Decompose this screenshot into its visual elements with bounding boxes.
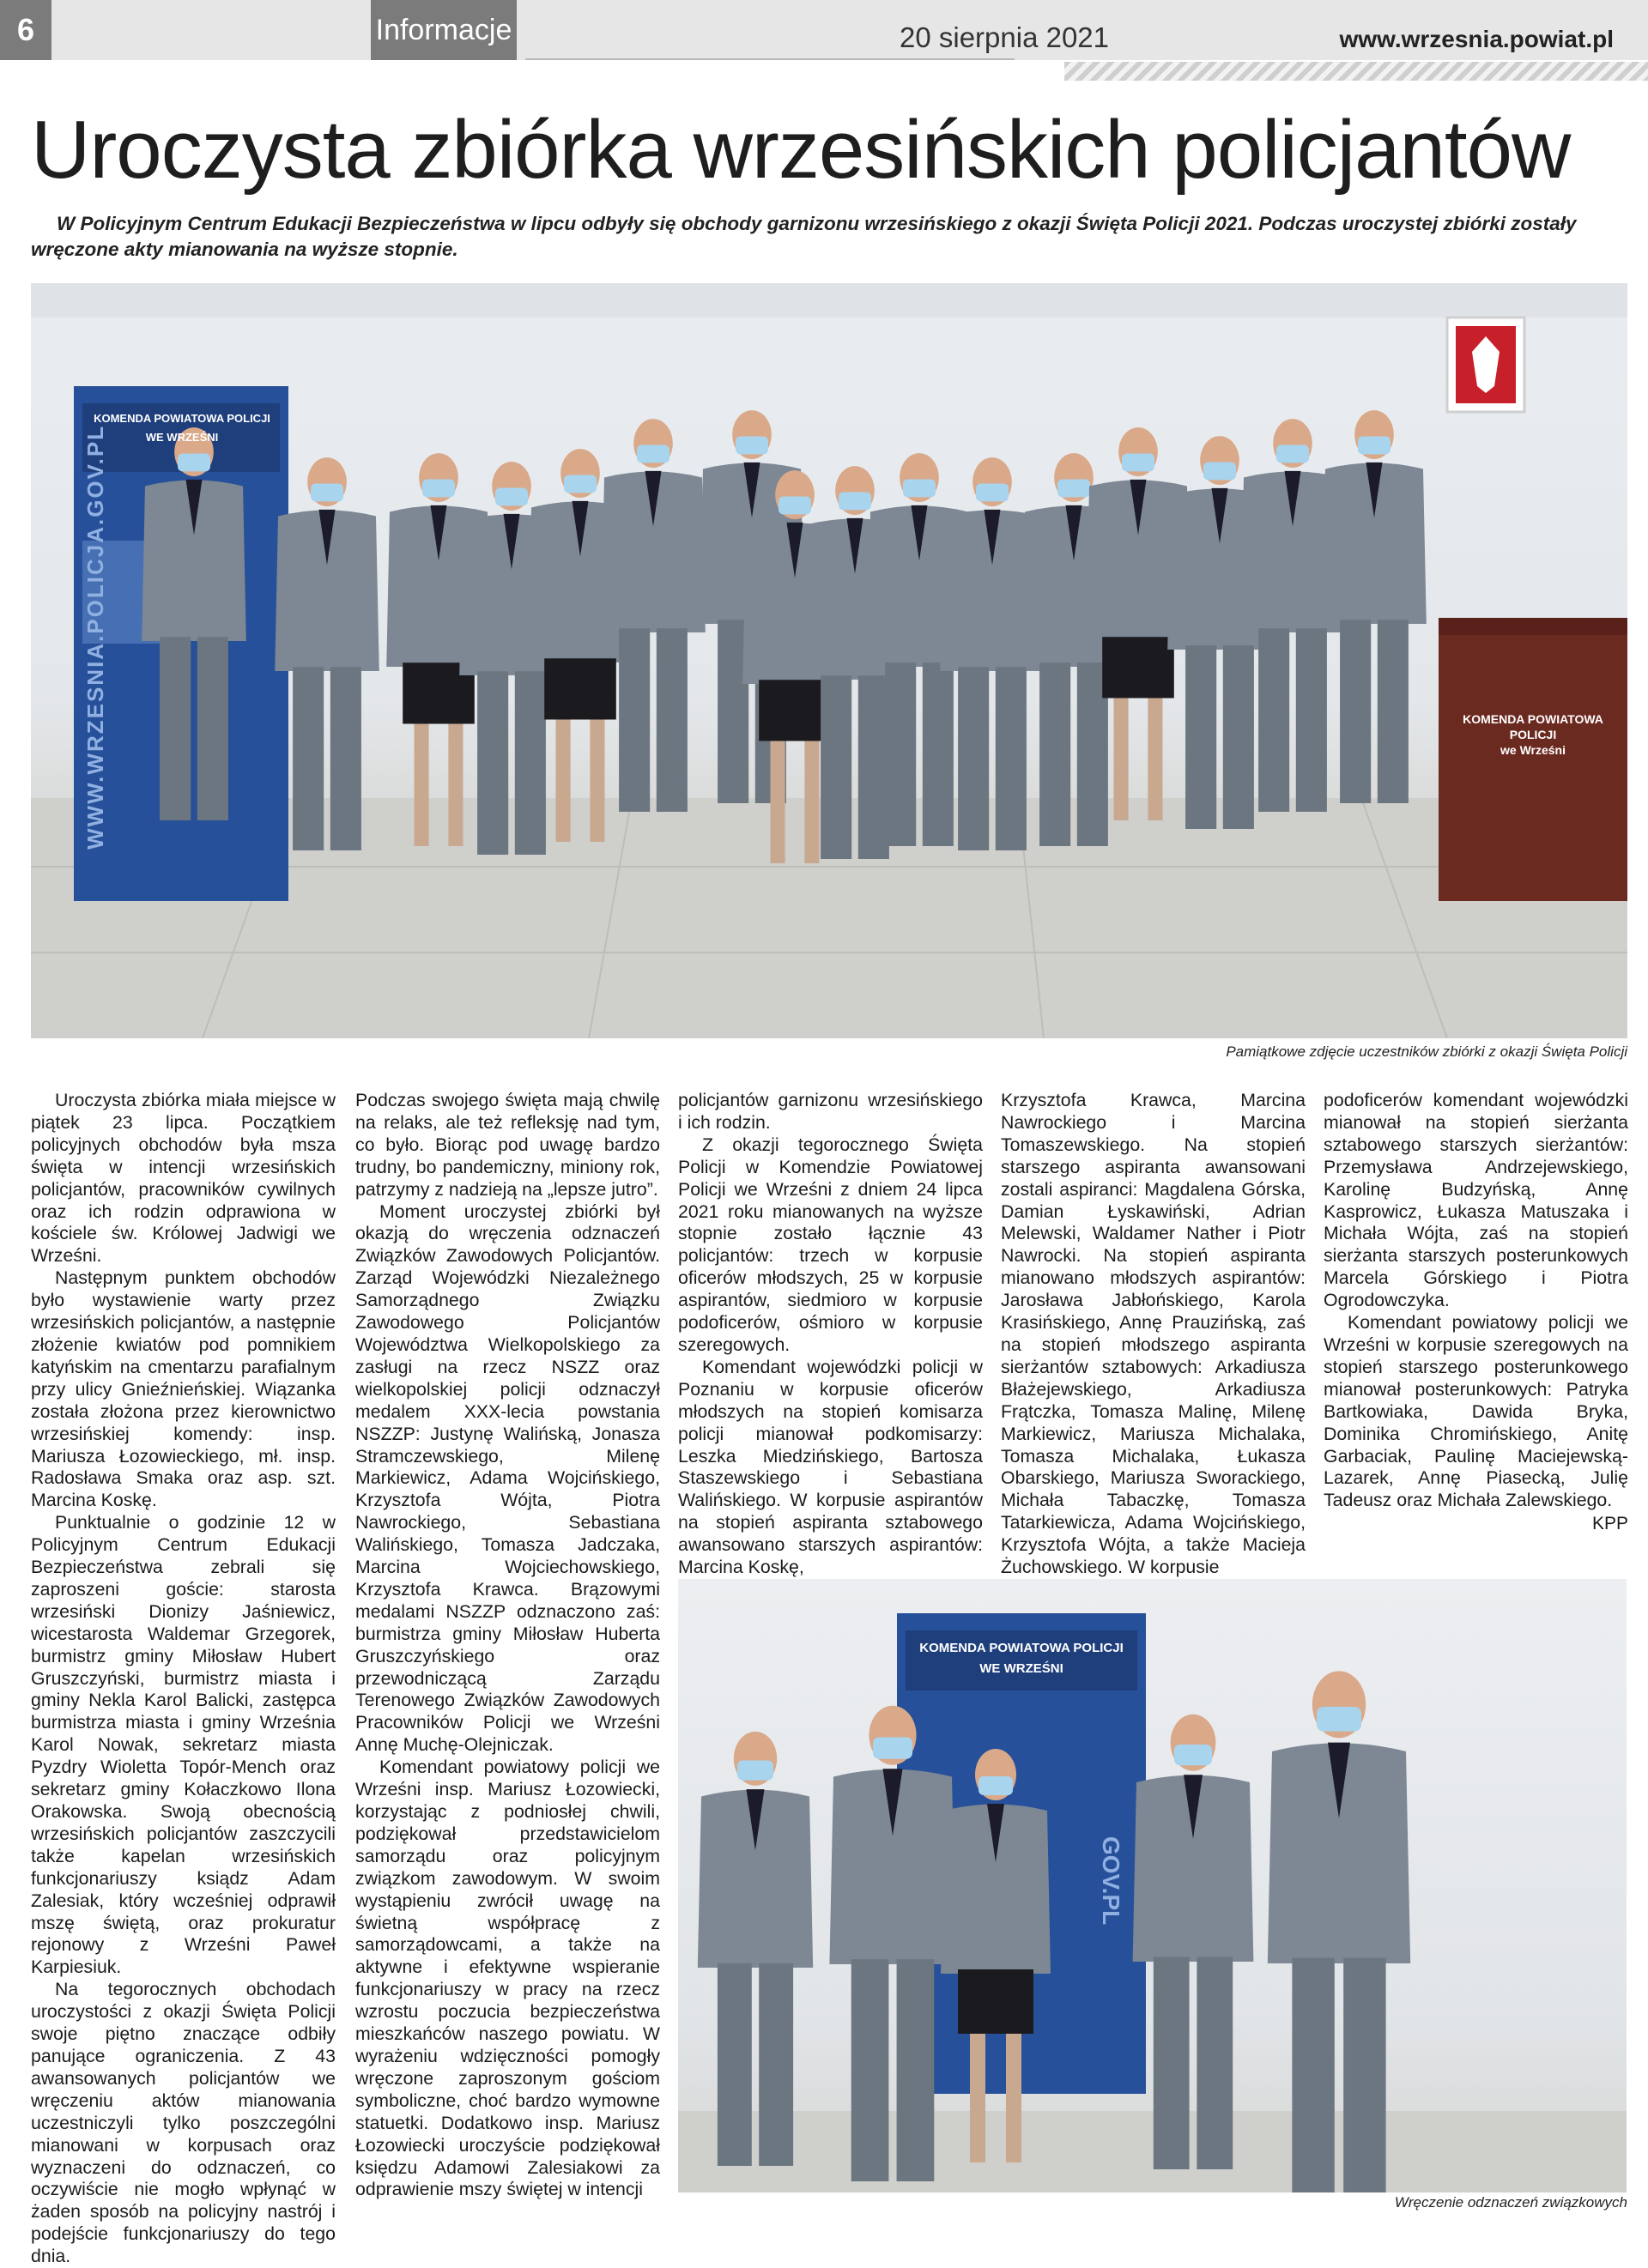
paragraph: Komendant wojewódzki policji w Poznaniu w korpusie oficerów młodszych na stopień komisarza policji mianował podkomisarzy: Leszka Miedzińskiego, Bartosza Staszewskiego i Sebastiana Walińskiego. W korpusie aspirantów na stopień aspiranta sztabowego awansowano starszych aspirantów: Marcina Koskę, <box>678 1356 983 1578</box>
banner-url: WWW.WRZESNIA.POLICJA.GOV.PL <box>82 424 108 850</box>
paragraph: Komendant powiatowy policji we Wrześni w korpusie szeregowych na stopień starszego posterunkowego mianował posterunkowych: Patryka Bartkowiaka, Dawida Bryka, Dominika Chromińskiego, Anitę Garbaciak, Paulinę Maciejewską-Lazarek, Annę Piasecką, Julię Tadeusz oraz Michała Zalewskiego. <box>1324 1312 1628 1511</box>
person-figure <box>1322 410 1427 803</box>
paragraph: Punktualnie o godzinie 12 w Policyjnym Centrum Edukacji Bezpieczeństwa zebrali się zaproszeni goście: starosta wrzesiński Dionizy Jaśniewicz, wicestarosta Waldemar Grzegorek, burmistrz gminy Miłosław Hubert Gruszczyński, burmistrz miasta i gminy Nekla Karol Balicki, zastępca burmistrza miasta i gminy Września Karol Nowak, sekretarz miasta Pyzdry Wioletta Topór-Mench oraz sekretarz gminy Kołaczkowo Ilona Orakowska. Swoją obecnością wrzesińskich policjantów zaszczycili także kapelan wrzesińskich funkcjonariuszy ksiądz Adam Zalesiak, który wcześniej odprawił mszę świętą, oraz prokuratur rejonowy z Wrześni Paweł Karpiesiuk. <box>31 1512 336 1978</box>
paragraph: podoficerów komendant wojewódzki mianował na stopień sierżanta sztabowego starszych sierżantów: Przemysława Andrzejewskiego, Karolinę Budzyńską, Annę Kasprowicz, Łukasza Matuszaka i Michała Wójta, zaś na stopień sierżanta starszych posterunkowych Marcela Górskiego i Piotra Ogrodowczyka. <box>1324 1090 1628 1311</box>
banner-title: KOMENDA POWIATOWA POLICJI <box>94 412 270 425</box>
article-lead: W Policyjnym Centrum Edukacji Bezpieczeństwa w lipcu odbyły się obchody garnizonu wrzesińskiego z okazji Święta Policji 2021. Podczas uroczystej zbiórki zostały wręczone akty mianowania na wyższe stopnie. <box>31 213 1577 260</box>
paragraph: policjantów garnizonu wrzesińskiego i ich rodzin. <box>678 1090 983 1133</box>
group-photo <box>31 283 1627 1038</box>
desk-line-2: POLICJI <box>1509 728 1557 741</box>
photo2-caption: Wręczenie odznaczeń związkowych <box>1394 2194 1627 2211</box>
group-photo-illustration <box>31 283 1627 1038</box>
person-figure <box>275 457 379 850</box>
desk-line-3: we Wrześni <box>1500 743 1566 757</box>
banner-url: GOV.PL <box>1098 1836 1124 1926</box>
banner-title: KOMENDA POWIATOWA POLICJI <box>919 1641 1124 1655</box>
paragraph: Uroczysta zbiórka miała miejsce w piątek 23 lipca. Początkiem policyjnych obchodów była msza święta w intencji wrzesińskich policjantów, pracowników cywilnych oraz ich rodzin odprawiona w kościele św. Królowej Jadwigi we Wrześni. <box>31 1090 336 1267</box>
person-figure <box>698 1732 813 2166</box>
award-photo-illustration <box>678 1579 1627 2192</box>
paragraph: Moment uroczystej zbiórki był okazją do wręczenia odznaczeń Związków Zawodowych Policjantów. Zarząd Wojewódzki Niezależnego Samorządnego Związku Zawodowego Policjantów Województwa Wielkopolskiego za zasługi na rzecz NSZZ oraz wielkopolskiej policji odznaczył medalem XXX-lecia powstania NSZZP: Justynę Walińską, Jonasza Stramczewskiego, Milenę Markiewicz, Adama Wojcińskiego, Krzysztofa Wójta, Piotra Nawrockiego, Sebastiana Walińskiego, Tomasza Jadczaka, Marcina Wojciechowskiego, Krzysztofa Krawca. Brązowymi medalami NSZZP odznaczono zaś: burmistrza gminy Miłosław Huberta Gruszczyńskiego oraz przewodniczącą Zarządu Terenowego Związków Zawodowych Pracowników Policji we Wrześni Annę Muchę-Olejniczak. <box>355 1201 660 1756</box>
article-column-1 <box>31 1090 336 2268</box>
site-url[interactable]: www.wrzesnia.powiat.pl <box>1339 26 1614 52</box>
banner-subtitle: WE WRZEŚNI <box>979 1661 1063 1676</box>
paragraph: Krzysztofa Krawca, Marcina Nawrockiego i Marcina Tomaszewskiego. Na stopień starszego aspiranta awansowani zostali aspiranci: Magdalena Górska, Damian Łyskawiński, Adrian Melewski, Waldamer Nather i Piotr Nawrocki. Na stopień aspiranta mianowano młodszych aspirantów: Jarosława Jabłońskiego, Karola Krasińskiego, Annę Prauzińską, zaś na stopień młodszego aspiranta sierżantów sztabowych: Arkadiusza Błażejewskiego, Arkadiusza Frątczka, Tomasza Malinę, Milenę Markiewicz, Mariusza Michalaka, Tomasza Michalaka, Łukasza Obarskiego, Mariusza Sworackiego, Michała Tabaczkę, Tomasza Tatarkiewicza, Adama Wojcińskiego, Krzysztofa Wójta, a także Macieja Żuchowskiego. W korpusie <box>1001 1090 1306 1578</box>
header-stripe <box>1064 62 1648 81</box>
article-column-3 <box>678 1090 983 1579</box>
award-photo <box>678 1579 1627 2192</box>
desk-line-1: KOMENDA POWIATOWA <box>1463 712 1603 726</box>
article-column-5 <box>1324 1090 1628 1512</box>
article-title: Uroczysta zbiórka wrzesińskich policjantów <box>31 104 1571 196</box>
paragraph: Komendant powiatowy policji we Wrześni insp. Mariusz Łozowiecki, korzystając z podniosłej chwili, podziękował przedstawicielom samorządu oraz policyjnym związkom zawodowym. W swoim wystąpieniu zwrócił uwagę na świetną współpracę z samorządowcami, a także na aktywne i efektywne wspieranie funkcjonariuszy w pracy na rzecz wzrostu poczucia bezpieczeństwa mieszkańców naszego powiatu. W wyrażeniu wdzięczności pomogły wręczone zaproszonym gościom symboliczne, choć bardzo wymowne statuetki. Dodatkowo insp. Mariusz Łozowiecki uroczyście podziękował księdzu Adamowi Zalesiakowi za odprawienie mszy świętej w intencji <box>355 1757 660 2200</box>
banner-subtitle: WE WRZEŚNI <box>145 431 219 444</box>
person-figure <box>1133 1715 1254 2169</box>
paragraph: Podczas swojego święta mają chwilę na relaks, ale też refleksję nad tym, co było. Biorąc pod uwagę bardzo trudny, bo pandemiczny, miniony rok, patrzymy z nadzieją na „lepsze jutro”. <box>355 1090 660 1200</box>
issue-date: 20 sierpnia 2021 <box>899 21 1110 53</box>
paragraph: Na tegorocznych obchodach uroczystości z okazji Święta Policji swoje piętno znaczące odbiły panujące ograniczenia. Z 43 awansowanych policjantów we wręczeniu aktów mianowania uczestniczyli tylko poszczególni mianowani w korpusach oraz wyznaczeni do odznaczeń, co oczywiście nie mogło wpłynąć w żaden sposób na policyjny nastrój i podejście funkcjonariuszy do tego dnia. <box>31 1979 336 2267</box>
photo1-caption: Pamiątkowe zdjęcie uczestników zbiórki z okazji Święta Policji <box>1226 1043 1627 1060</box>
paragraph: Następnym punktem obchodów było wystawienie warty przez wrzesińskich policjantów, a następnie złożenie kwiatów pod pomnikiem katyńskim na cmentarzu parafialnym przy ulicy Gnieźnieńskiej. Wiązanka została złożona przez kierownictwo wrzesińskiej komendy: insp. Mariusza Łozowieckiego, mł. insp. Radosława Smaka oraz asp. szt. Marcina Koskę. <box>31 1267 336 1511</box>
article-column-4 <box>1001 1090 1306 1579</box>
desk <box>1439 618 1627 901</box>
header-rule <box>525 58 1015 60</box>
article-column-2 <box>355 1090 660 2201</box>
person-figure <box>601 419 706 812</box>
person-figure <box>829 1706 955 2181</box>
paragraph: Z okazji tegorocznego Święta Policji w Komendzie Powiatowej Policji we Wrześni z dniem 24 lipca 2021 roku mianowanych na wyższe stopnie zostało łącznie 43 policjantów: trzech w korpusie oficerów młodszych, 25 w korpusie aspirantów, siedmioro w korpusie podoficerów, ośmioro w korpusie szeregowych. <box>678 1134 983 1355</box>
page-number: 6 <box>0 0 52 60</box>
person-figure <box>941 1749 1051 2162</box>
author-signature: KPP <box>1591 1514 1628 1533</box>
section-label: Informacje <box>371 0 517 60</box>
